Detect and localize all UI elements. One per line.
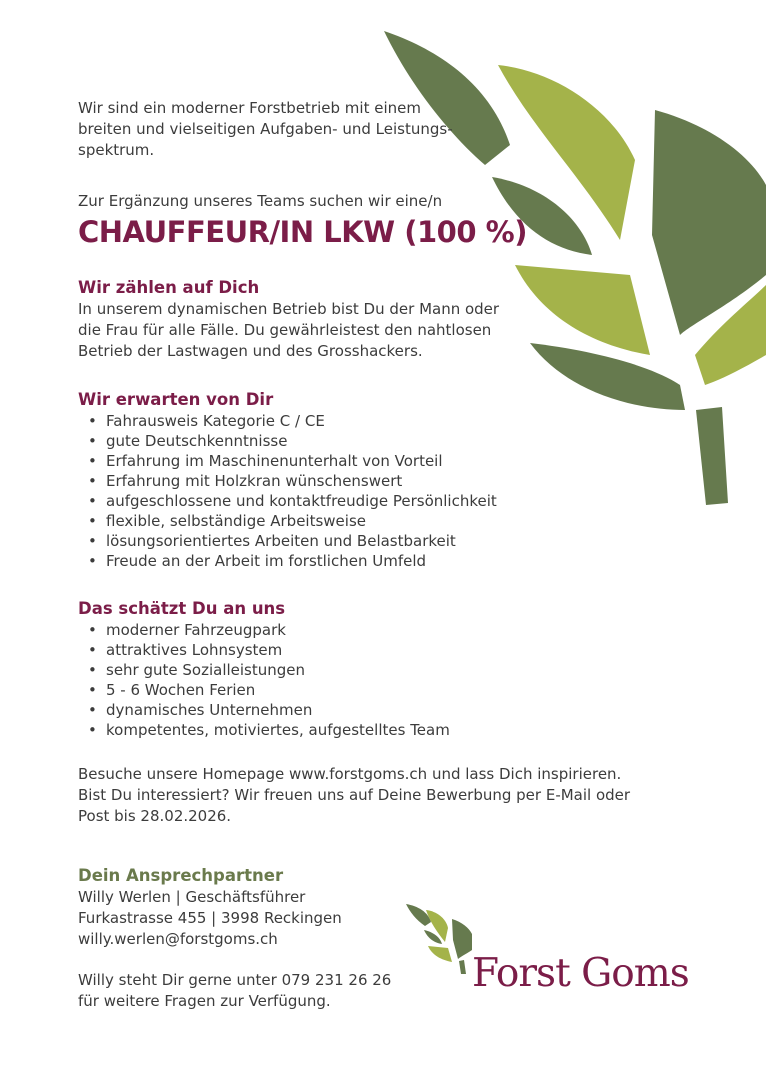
section-heading: Wir zählen auf Dich [78, 278, 260, 297]
section-text-line: die Frau für alle Fälle. Du gewährleistest den nahtlosen [78, 321, 492, 339]
list-item: • Fahrausweis Kategorie C / CE [88, 411, 638, 431]
intro-line: spektrum. [78, 141, 155, 159]
list-item: • Erfahrung mit Holzkran wünschenswert [88, 471, 638, 491]
list-item: • aufgeschlossene und kontaktfreudige Persönlichkeit [88, 491, 638, 511]
closing-line: Besuche unsere Homepage www.forstgoms.ch und lass Dich inspirieren. [78, 765, 622, 783]
intro-paragraph [78, 98, 638, 161]
section-heading: Das schätzt Du an uns [78, 599, 286, 618]
closing-paragraph [78, 764, 638, 827]
benefits-list [88, 620, 638, 740]
list-item: • Erfahrung im Maschinenunterhalt von Vorteil [88, 451, 638, 471]
contact-address: Furkastrasse 455 | 3998 Reckingen [78, 909, 342, 927]
intro-line: breiten und vielseitigen Aufgaben- und Leistungs- [78, 120, 453, 138]
contact-email[interactable]: willy.werlen@forstgoms.ch [78, 930, 278, 948]
leaf-logo-icon [404, 902, 474, 974]
job-title: CHAUFFEUR/IN LKW (100 %) [78, 215, 527, 249]
list-item: • 5 - 6 Wochen Ferien [88, 680, 638, 700]
closing-line: Post bis 28.02.2026. [78, 807, 232, 825]
closing-line: Bist Du interessiert? Wir freuen uns auf Deine Bewerbung per E-Mail oder [78, 786, 631, 804]
contact-heading: Dein Ansprechpartner [78, 866, 284, 885]
list-item: • dynamisches Unternehmen [88, 700, 638, 720]
section-heading: Wir erwarten von Dir [78, 390, 274, 409]
contact-phone-line: für weitere Fragen zur Verfügung. [78, 992, 331, 1010]
logo-wordmark: Forst Goms [472, 951, 689, 996]
list-item: • lösungsorientiertes Arbeiten und Belastbarkeit [88, 531, 638, 551]
lead-text: Zur Ergänzung unseres Teams suchen wir eine/n [78, 192, 443, 210]
requirements-list [88, 411, 638, 571]
list-item: • gute Deutschkenntnisse [88, 431, 638, 451]
intro-line: Wir sind ein moderner Forstbetrieb mit einem [78, 99, 421, 117]
list-item: • attraktives Lohnsystem [88, 640, 638, 660]
list-item: • flexible, selbständige Arbeitsweise [88, 511, 638, 531]
section-value [78, 598, 638, 740]
section-count-on-you [78, 277, 638, 362]
list-item: • Freude an der Arbeit im forstlichen Umfeld [88, 551, 638, 571]
section-expect [78, 389, 638, 571]
list-item: • kompetentes, motiviertes, aufgestelltes Team [88, 720, 638, 740]
main-content [78, 98, 638, 1012]
contact-phone-line: Willy steht Dir gerne unter 079 231 26 26 [78, 971, 392, 989]
section-text-line: In unserem dynamischen Betrieb bist Du der Mann oder [78, 300, 500, 318]
list-item: • sehr gute Sozialleistungen [88, 660, 638, 680]
list-item: • moderner Fahrzeugpark [88, 620, 638, 640]
contact-name-role: Willy Werlen | Geschäftsführer [78, 888, 306, 906]
section-text-line: Betrieb der Lastwagen und des Grosshackers. [78, 342, 423, 360]
